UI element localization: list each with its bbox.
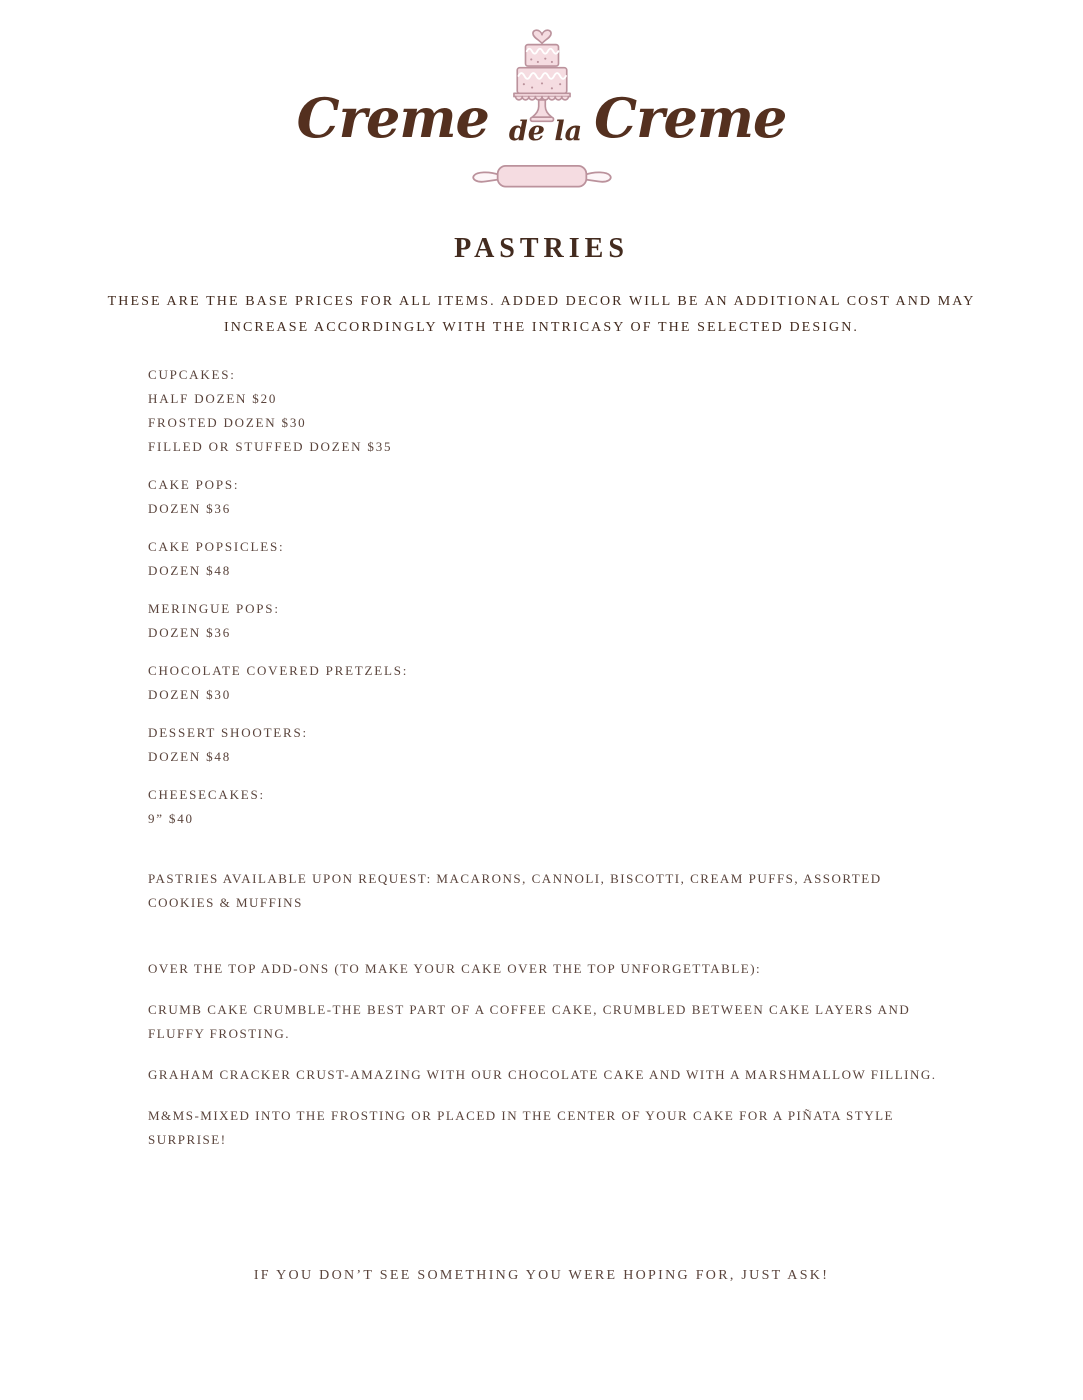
menu-item-list	[148, 363, 953, 831]
menu-content	[0, 363, 1083, 1152]
menu-group-lines	[148, 387, 953, 459]
menu-price-line: DOZEN $30	[148, 687, 231, 702]
menu-price-line: DOZEN $48	[148, 563, 231, 578]
request-note: PASTRIES AVAILABLE UPON REQUEST: MACARONS, CANNOLI, BISCOTTI, CREAM PUFFS, ASSORTED COOKIES & MUFFINS	[148, 871, 882, 910]
menu-group-name: CAKE POPS:	[148, 477, 240, 492]
menu-group	[148, 363, 953, 459]
menu-group	[148, 659, 953, 707]
menu-price-line: DOZEN $36	[148, 625, 231, 640]
menu-group-name: DESSERT SHOOTERS:	[148, 725, 308, 740]
menu-group	[148, 597, 953, 645]
brand-word-creme-1: Creme	[296, 86, 489, 150]
menu-group	[148, 473, 953, 521]
menu-group	[148, 535, 953, 583]
brand-name	[297, 86, 787, 150]
intro-note: THESE ARE THE BASE PRICES FOR ALL ITEMS. ADDED DECOR WILL BE AN ADDITIONAL COST AND MAY INCREASE ACCORDINGLY WITH THE INTRICASY OF THE SELECTED DESIGN.	[107, 294, 976, 335]
addons-list	[148, 998, 953, 1152]
menu-group-lines	[148, 807, 953, 831]
menu-group-lines	[148, 683, 953, 707]
addon-paragraph: GRAHAM CRACKER CRUST-AMAZING WITH OUR CHOCOLATE CAKE AND WITH A MARSHMALLOW FILLING.	[148, 1067, 937, 1082]
brand-word-creme-2: Creme	[594, 86, 787, 150]
addon-paragraph: M&MS-MIXED INTO THE FROSTING OR PLACED IN THE CENTER OF YOUR CAKE FOR A PIÑATA STYLE SURPRISE!	[148, 1108, 894, 1147]
brand-word-de-la: de la	[508, 116, 583, 147]
menu-group-lines	[148, 497, 953, 521]
menu-group	[148, 721, 953, 769]
page-title: PASTRIES	[454, 233, 629, 264]
footer-note: IF YOU DON’T SEE SOMETHING YOU WERE HOPING FOR, JUST ASK!	[253, 1268, 830, 1283]
menu-group-name: CHOCOLATE COVERED PRETZELS:	[148, 663, 409, 678]
addon-paragraph: CRUMB CAKE CRUMBLE-THE BEST PART OF A COFFEE CAKE, CRUMBLED BETWEEN CAKE LAYERS AND FLUFFY FROSTING.	[148, 1002, 911, 1041]
menu-group-name: CUPCAKES:	[148, 367, 236, 382]
menu-price-line: DOZEN $36	[148, 501, 231, 516]
menu-group-lines	[148, 745, 953, 769]
menu-group-name: CHEESECAKES:	[148, 787, 265, 802]
menu-price-line: HALF DOZEN $20	[148, 391, 278, 406]
menu-group	[148, 783, 953, 831]
menu-price-line: DOZEN $48	[148, 749, 231, 764]
menu-group-name: MERINGUE POPS:	[148, 601, 280, 616]
menu-price-line: FILLED OR STUFFED DOZEN $35	[148, 439, 393, 454]
menu-group-name: CAKE POPSICLES:	[148, 539, 285, 554]
addons-heading: OVER THE TOP ADD-ONS (TO MAKE YOUR CAKE OVER THE TOP UNFORGETTABLE):	[148, 961, 762, 976]
brand-logo	[0, 0, 1083, 205]
menu-price-line: FROSTED DOZEN $30	[148, 415, 307, 430]
menu-group-lines	[148, 559, 953, 583]
rolling-pin-icon	[467, 160, 617, 194]
menu-price-line: 9” $40	[148, 811, 194, 826]
menu-group-lines	[148, 621, 953, 645]
